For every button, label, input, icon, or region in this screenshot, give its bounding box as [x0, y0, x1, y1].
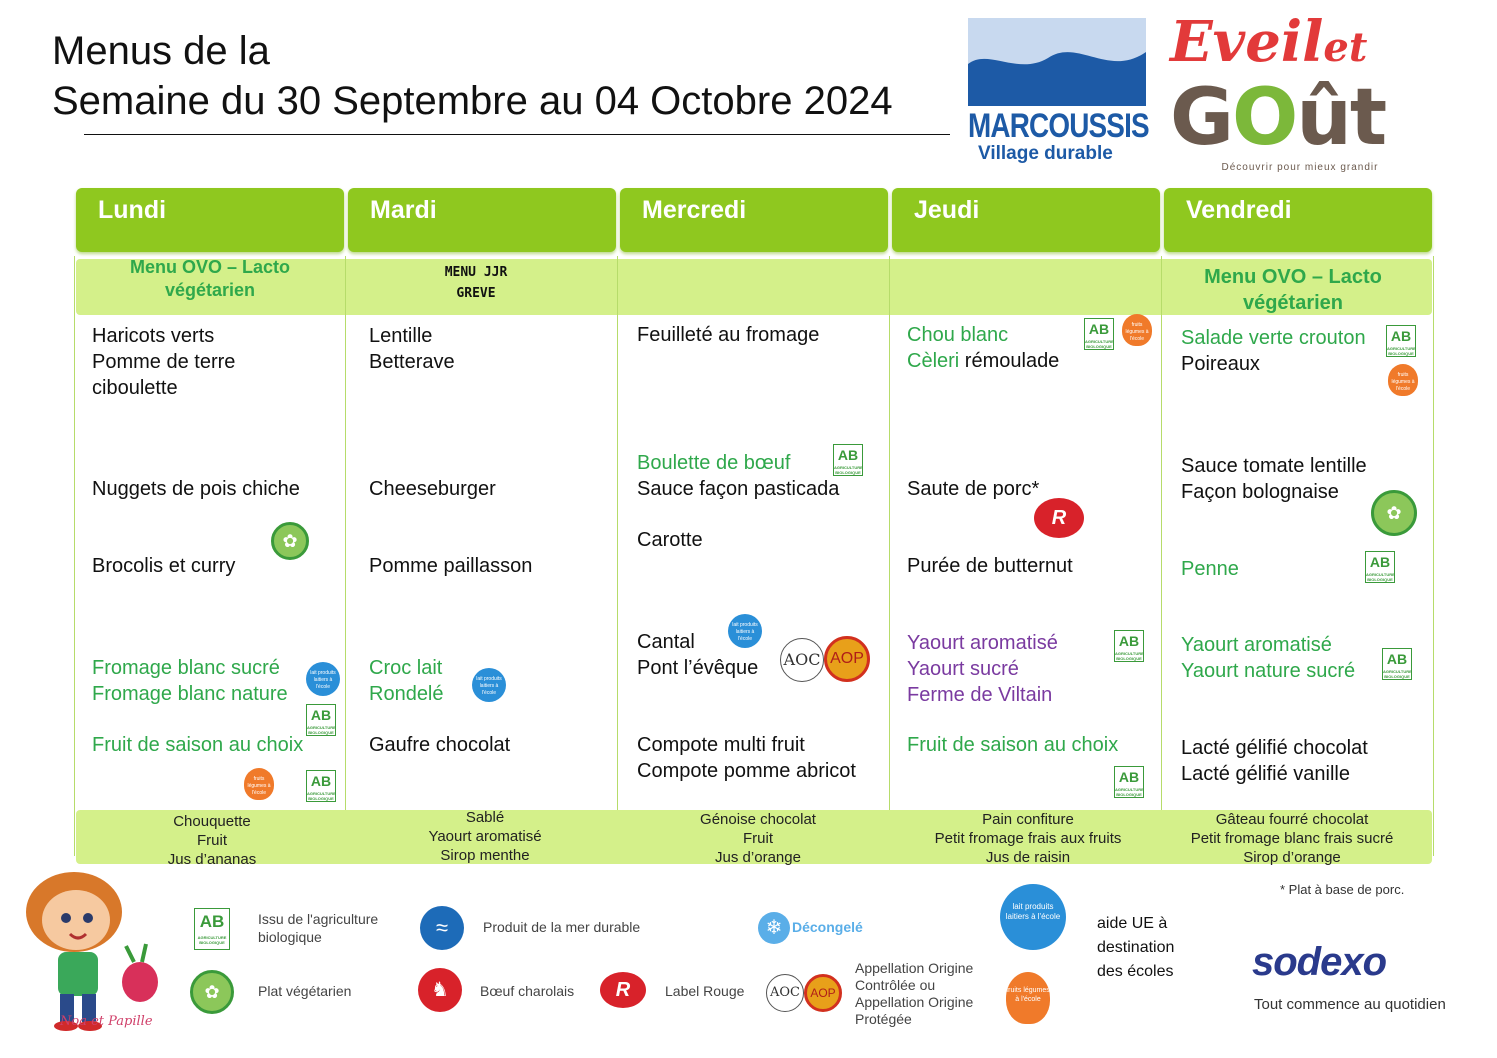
vendredi-dairy [1181, 632, 1355, 684]
organic-ab-icon [1084, 318, 1114, 350]
eu-aid-note [1097, 912, 1174, 984]
menu-line: Fromage blanc sucré [92, 657, 280, 679]
eveil-tagline: Découvrir pour mieux grandir [1221, 162, 1379, 173]
ab-small: AGRICULTURE BIOLOGIQUE [307, 791, 336, 801]
column-divider [74, 256, 75, 856]
milk-school-icon: lait produits laitiers à l'école [728, 614, 762, 648]
ab-small: AGRICULTURE BIOLOGIQUE [834, 465, 863, 475]
gouter-line: Yaourt aromatisé [428, 828, 542, 845]
legend-line: biologique [258, 929, 322, 945]
gouter-line: Fruit [743, 830, 773, 847]
menu-line: Yaourt sucré [907, 658, 1019, 680]
menu-line: Cantal [637, 631, 695, 653]
day-label: Vendredi [1186, 196, 1292, 224]
menu-line: Façon bolognaise [1181, 481, 1339, 503]
legend-line: Appellation Origine [855, 994, 974, 1010]
jeudi-starter [907, 322, 1059, 374]
column-divider [1161, 256, 1162, 856]
gouter-line: Chouquette [173, 813, 251, 830]
menu-line: Ferme de Viltain [907, 684, 1053, 706]
gouter-line: Fruit [197, 832, 227, 849]
title-line-2: Semaine du 30 Septembre au 04 Octobre 2024 [52, 79, 893, 123]
lundi-main: Nuggets de pois chiche [92, 478, 300, 500]
ab-text: AB [1386, 651, 1408, 667]
lundi-starter [92, 323, 235, 401]
aoc-icon: AOC [766, 974, 804, 1012]
menu-line: Haricots verts [92, 325, 215, 347]
eveil-text [1170, 9, 1430, 78]
legend-line: Appellation Origine [855, 960, 974, 976]
gouter-line: Petit fromage blanc frais sucré [1190, 830, 1394, 847]
page-title [52, 26, 893, 126]
pork-footnote: * Plat à base de porc. [1280, 882, 1405, 897]
legend-beef: Bœuf charolais [480, 983, 575, 999]
ab-text: AB [1088, 321, 1110, 337]
legend-label-rouge: Label Rouge [665, 983, 745, 999]
fruit-school-icon: fruits légumes à l'école [1122, 314, 1152, 346]
organic-ab-icon [1382, 648, 1412, 680]
mercredi-starter: Feuilleté au fromage [637, 324, 820, 346]
gouter-mardi [351, 808, 619, 865]
gouter-line: Jus d’ananas [167, 851, 257, 868]
organic-ab-icon [306, 770, 336, 802]
menu-line [907, 348, 1059, 374]
day-header-jeudi [892, 188, 1160, 252]
legend-line: Contrôlée ou [855, 977, 936, 993]
day-label: Jeudi [914, 196, 980, 224]
organic-ab-icon [1114, 766, 1144, 798]
jeudi-side: Purée de butternut [907, 555, 1073, 577]
vegetarian-icon: ✿ [1371, 490, 1417, 536]
mercredi-side: Carotte [637, 529, 703, 551]
gouter-lundi [78, 812, 346, 869]
menu-line: Sauce tomate lentille [1181, 455, 1367, 477]
fruit-school-icon: fruits légumes à l'école [244, 768, 274, 800]
noa-papille-caption: Noa et Papille [60, 1014, 153, 1029]
mercredi-main [637, 450, 839, 502]
mardi-note-line-1: MENU JJR [444, 265, 508, 280]
aop-icon: AOP [824, 636, 870, 682]
marcoussis-name: MARCOUSSIS [968, 107, 1149, 145]
title-underline [84, 134, 950, 135]
menu-word: Cèleri [907, 350, 960, 372]
ab-text: AB [1118, 769, 1140, 785]
gouter-line: Sirop d’orange [1243, 849, 1341, 866]
jeudi-main: Saute de porc* [907, 478, 1040, 500]
legend-line: Protégée [855, 1011, 912, 1027]
day-header-lundi [76, 188, 344, 252]
menu-line: Lacté gélifié chocolat [1181, 737, 1368, 759]
day-label: Mardi [370, 196, 437, 224]
gouter-jeudi [894, 810, 1162, 867]
charolais-beef-icon: ♞ [418, 968, 462, 1012]
day-label: Mercredi [642, 196, 747, 224]
lundi-menu-note: Menu OVO – Lacto végétarien [129, 257, 291, 300]
ab-text: AB [199, 912, 225, 931]
mardi-menu-note [400, 262, 552, 304]
fruit-school-icon: fruits légumes à l'école [1006, 972, 1050, 1024]
menu-line: Compote multi fruit [637, 734, 805, 756]
marcoussis-wave-icon [968, 18, 1146, 106]
menu-line: Betterave [369, 351, 455, 373]
menu-line: Salade verte crouton [1181, 327, 1366, 349]
ab-text: AB [310, 773, 332, 789]
legend-line: Issu de l'agriculture [258, 911, 379, 927]
ab-text: AB [1369, 554, 1391, 570]
day-label: Lundi [98, 196, 167, 224]
vegetarian-icon: ✿ [190, 970, 234, 1014]
menu-line: Lacté gélifié vanille [1181, 763, 1350, 785]
menu-line: Compote pomme abricot [637, 760, 856, 782]
sustainable-fish-icon: ≈ [420, 906, 464, 950]
jeudi-dessert: Fruit de saison au choix [907, 734, 1119, 756]
gouter-line: Sirop menthe [440, 847, 530, 864]
ab-small: AGRICULTURE BIOLOGIQUE [1115, 651, 1144, 661]
gouter-line: Génoise chocolat [700, 811, 816, 828]
mercredi-dessert [637, 732, 856, 784]
mardi-main: Cheeseburger [369, 478, 496, 500]
ab-text: AB [1118, 633, 1140, 649]
gouter-line: Petit fromage frais aux fruits [934, 830, 1122, 847]
menu-line: Croc lait [369, 657, 443, 679]
day-header-mardi [348, 188, 616, 252]
aide-line: aide UE à [1097, 915, 1168, 932]
menu-line: ciboulette [92, 377, 178, 399]
gouter-line: Pain confiture [982, 811, 1074, 828]
ab-small: AGRICULTURE BIOLOGIQUE [197, 935, 227, 945]
menu-line: Chou blanc [907, 324, 1009, 346]
ab-small: AGRICULTURE BIOLOGIQUE [1115, 787, 1144, 797]
legend-vegetarian: Plat végétarien [258, 983, 352, 999]
menu-line: Yaourt nature sucré [1181, 660, 1356, 682]
vendredi-dessert [1181, 735, 1368, 787]
legend-sustainable-sea: Produit de la mer durable [483, 919, 641, 935]
menu-line: Rondelé [369, 683, 444, 705]
jeudi-dairy [907, 630, 1058, 708]
gouter-mercredi [624, 810, 892, 867]
column-divider [345, 256, 346, 856]
frozen-icon: ❄ [758, 912, 790, 944]
organic-ab-icon [1365, 551, 1395, 583]
menu-line: Lentille [369, 325, 433, 347]
gouter-line: Jus d’orange [715, 849, 801, 866]
eveil-gout-logo [1170, 9, 1430, 188]
day-header-vendredi [1164, 188, 1432, 252]
gouter-line: Gâteau fourré chocolat [1215, 811, 1369, 828]
sodexo-logo: sodexo [1252, 940, 1387, 984]
mardi-dairy [369, 655, 444, 707]
gouter-line: Jus de raisin [985, 849, 1071, 866]
menu-word: rémoulade [959, 350, 1060, 372]
organic-ab-icon [306, 704, 336, 736]
mardi-starter [369, 323, 455, 375]
aoc-icon: AOC [780, 638, 824, 682]
vendredi-main [1181, 453, 1367, 505]
aop-icon: AOP [804, 974, 842, 1012]
label-rouge-icon: R [600, 972, 646, 1008]
eveil-word: Eveil [1170, 9, 1324, 75]
ab-text: AB [310, 707, 332, 723]
milk-school-icon: lait produits laitiers à l'école [1000, 884, 1066, 950]
gout-globe: O [1232, 73, 1297, 163]
gout-g: G [1170, 73, 1233, 163]
menu-line: Poireaux [1181, 353, 1260, 375]
organic-ab-icon [1386, 325, 1416, 357]
marcoussis-sub: Village durable [978, 143, 1113, 164]
gout-text [1170, 73, 1430, 163]
menu-line: Sauce façon pasticada [637, 478, 840, 500]
ab-small: AGRICULTURE BIOLOGIQUE [1085, 339, 1114, 349]
column-divider [889, 256, 890, 856]
aide-line: destination [1097, 939, 1175, 956]
column-divider [617, 256, 618, 856]
ab-small: AGRICULTURE BIOLOGIQUE [1387, 346, 1416, 356]
menu-line: Yaourt aromatisé [907, 632, 1058, 654]
mardi-note-line-2: GREVE [456, 286, 496, 301]
organic-ab-icon [1114, 630, 1144, 662]
legend-aoc-aop [855, 960, 973, 1028]
vendredi-menu-note: Menu OVO – Lacto végétarien [1204, 266, 1382, 314]
ab-small: AGRICULTURE BIOLOGIQUE [307, 725, 336, 735]
gouter-line: Sablé [465, 809, 505, 826]
label-rouge-icon: R [1034, 498, 1084, 538]
sodexo-tagline: Tout commence au quotidien [1254, 996, 1446, 1013]
organic-ab-icon [194, 908, 230, 950]
day-header-mercredi [620, 188, 888, 252]
milk-school-icon: lait produits laitiers à l'école [472, 668, 506, 702]
vendredi-side: Penne [1181, 558, 1239, 580]
lundi-dairy [92, 655, 288, 707]
gout-ut: ût [1296, 73, 1386, 163]
vegetarian-icon: ✿ [271, 522, 309, 560]
milk-school-icon: lait produits laitiers à l'école [306, 662, 340, 696]
menu-line: Pont l’évêque [637, 657, 759, 679]
ab-text: AB [1390, 328, 1412, 344]
menu-line: Boulette de bœuf [637, 452, 791, 474]
menu-line: Yaourt aromatisé [1181, 634, 1332, 656]
gouter-vendredi [1158, 810, 1426, 867]
lundi-dessert: Fruit de saison au choix [92, 734, 304, 756]
fruit-school-icon: fruits légumes à l'école [1388, 364, 1418, 396]
column-divider [1433, 256, 1434, 856]
ab-small: AGRICULTURE BIOLOGIQUE [1383, 669, 1412, 679]
menu-line: Fromage blanc nature [92, 683, 288, 705]
lundi-side: Brocolis et curry [92, 555, 236, 577]
aide-line: des écoles [1097, 963, 1174, 980]
legend-organic [258, 910, 378, 946]
legend-frozen: Décongelé [792, 919, 863, 935]
ab-small: AGRICULTURE BIOLOGIQUE [1366, 572, 1395, 582]
menu-line: Pomme de terre [92, 351, 236, 373]
title-line-1: Menus de la [52, 29, 270, 73]
mardi-dessert: Gaufre chocolat [369, 734, 511, 756]
organic-ab-icon [833, 444, 863, 476]
vendredi-starter [1181, 325, 1366, 377]
marcoussis-logo [968, 18, 1148, 168]
ab-text: AB [837, 447, 859, 463]
eveil-et: et [1323, 24, 1368, 71]
mardi-side: Pomme paillasson [369, 555, 533, 577]
